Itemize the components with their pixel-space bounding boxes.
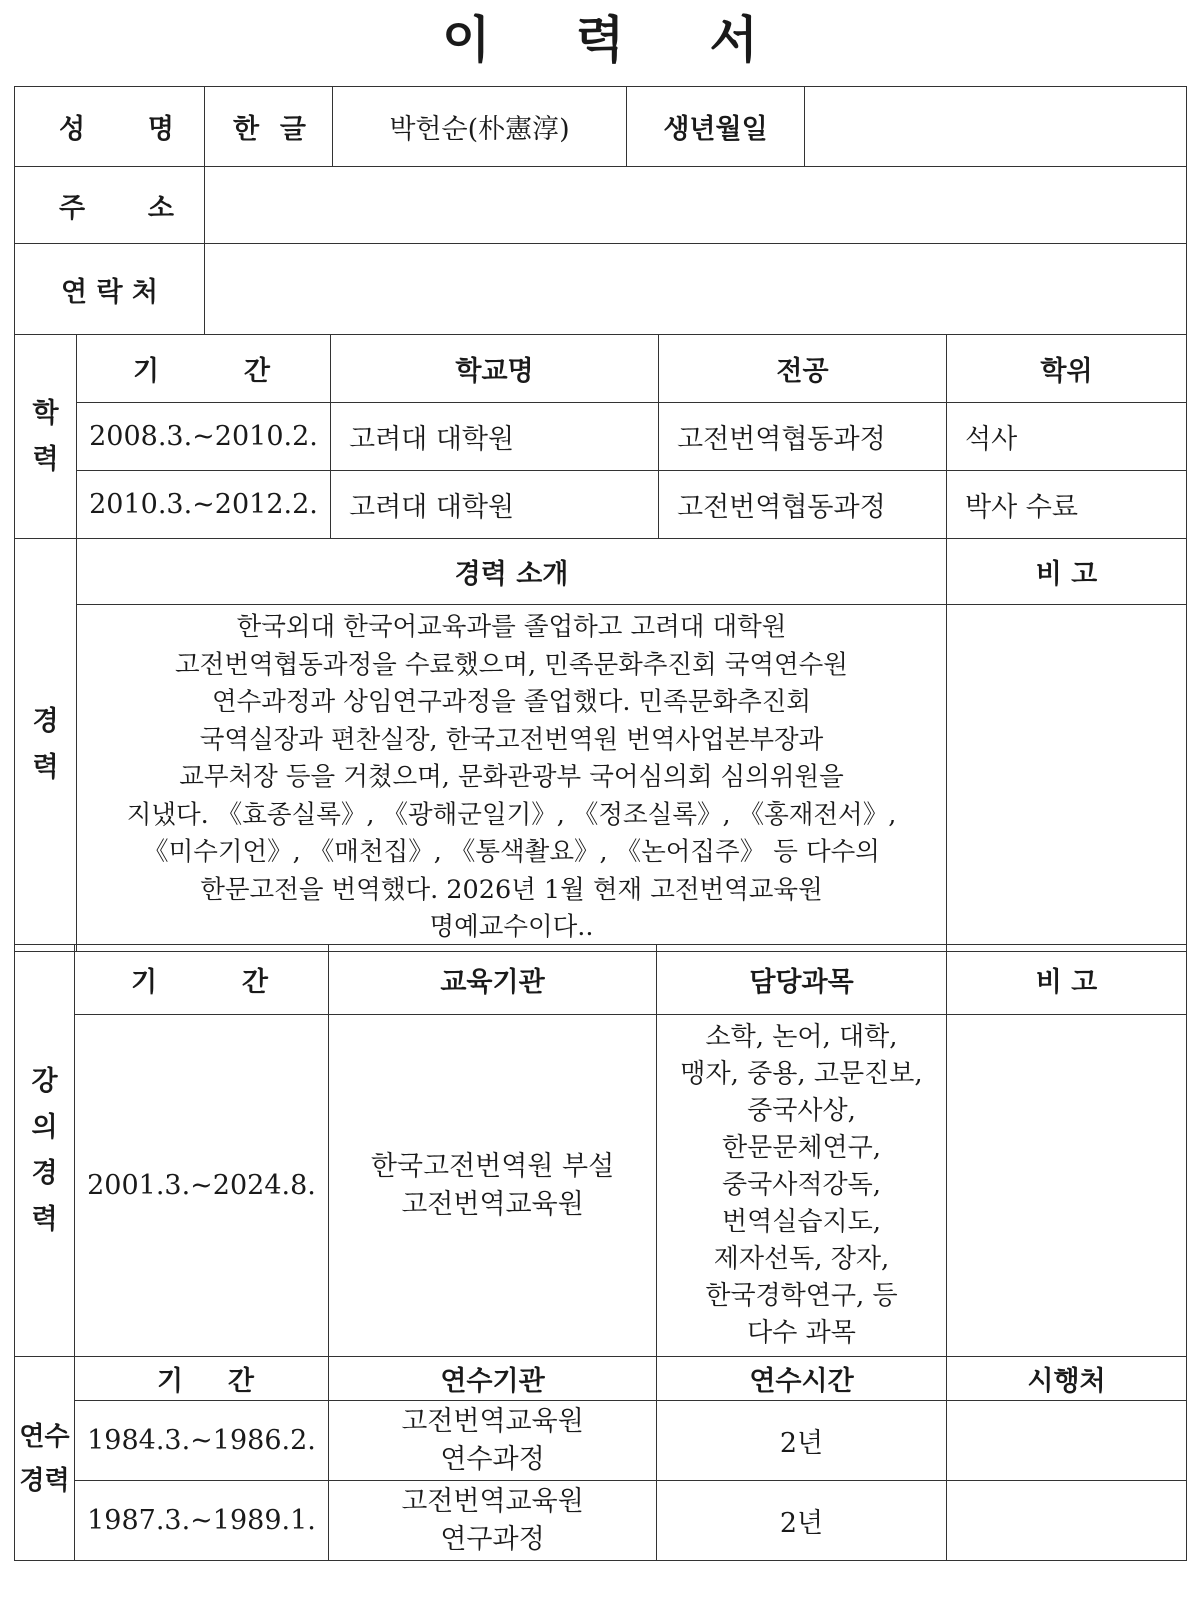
career-remarks-value (947, 605, 1187, 952)
contact-value (205, 244, 1187, 335)
lecture-period-header: 기 간 (75, 945, 329, 1015)
education-degree-header: 학위 (947, 335, 1187, 403)
training-period: 1984.3.~1986.2. (75, 1401, 329, 1481)
training-place-header: 시행처 (947, 1357, 1187, 1401)
career-intro-header: 경력 소개 (77, 539, 947, 605)
education-school: 고려대 대학원 (331, 471, 659, 539)
training-period-header: 기 간 (75, 1357, 329, 1401)
hangul-label: 한 글 (205, 87, 333, 167)
career-remarks-header: 비 고 (947, 539, 1187, 605)
education-table (14, 334, 1187, 539)
training-hours: 2년 (657, 1481, 947, 1561)
training-row (15, 1481, 1187, 1561)
education-degree: 석사 (947, 403, 1187, 471)
career-intro-text: 한국외대 한국어교육과를 졸업하고 고려대 대학원 고전번역협동과정을 수료했으며, 민족문화추진회 국역연수원 연수과정과 상임연구과정을 졸업했다. 민족문화추진회 국역실장과 편찬실장, 한국고전번역원 번역사업본부장과 교무처장 등을 거쳤으며, 문화관광부 국어심의회 심의위원을 지냈다. 《효종실록》, 《광해군일기》, 《정조실록》, 《홍재전서》, 《미수기언》, 《매천집》, 《통색촬요》, 《논어집주》 등 다수의 한문고전을 번역했다. 2026년 1월 현재 고전번역교육원 명예교수이다.. (77, 605, 947, 952)
personal-info-section (14, 86, 1186, 334)
lecture-row (15, 1015, 1187, 1357)
career-table (14, 538, 1187, 952)
education-school: 고려대 대학원 (331, 403, 659, 471)
lecture-period: 2001.3.~2024.8. (75, 1015, 329, 1357)
training-label: 연수 경력 (15, 1357, 75, 1561)
training-section (14, 1356, 1186, 1560)
lecture-subjects: 소학, 논어, 대학, 맹자, 중용, 고문진보, 중국사상, 한문문체연구, 중국사적강독, 번역실습지도, 제자선독, 장자, 한국경학연구, 등 다수 과목 (657, 1015, 947, 1357)
training-place (947, 1401, 1187, 1481)
birth-label: 생년월일 (627, 87, 805, 167)
career-section (14, 538, 1186, 944)
name-label: 성 명 (15, 87, 205, 167)
training-period: 1987.3.~1989.1. (75, 1481, 329, 1561)
education-period: 2008.3.~2010.2. (77, 403, 331, 471)
lecture-remarks-header: 비 고 (947, 945, 1187, 1015)
lecture-subjects-header: 담당과목 (657, 945, 947, 1015)
lecture-institution-header: 교육기관 (329, 945, 657, 1015)
training-hours: 2년 (657, 1401, 947, 1481)
name-value: 박헌순(朴憲淳) (333, 87, 627, 167)
education-row (15, 471, 1187, 539)
lecture-label: 강 의 경 력 (15, 945, 75, 1357)
education-degree: 박사 수료 (947, 471, 1187, 539)
career-label: 경 력 (15, 539, 77, 952)
lecture-remarks (947, 1015, 1187, 1357)
education-school-header: 학교명 (331, 335, 659, 403)
education-major: 고전번역협동과정 (659, 471, 947, 539)
training-place (947, 1481, 1187, 1561)
lecture-section (14, 944, 1186, 1356)
birth-value (805, 87, 1187, 167)
lecture-institution: 한국고전번역원 부설 고전번역교육원 (329, 1015, 657, 1357)
education-period: 2010.3.~2012.2. (77, 471, 331, 539)
education-major: 고전번역협동과정 (659, 403, 947, 471)
training-institution-header: 연수기관 (329, 1357, 657, 1401)
training-hours-header: 연수시간 (657, 1357, 947, 1401)
personal-info-table (14, 86, 1187, 335)
training-institution: 고전번역교육원 연구과정 (329, 1481, 657, 1561)
address-label: 주 소 (15, 167, 205, 244)
education-label: 학 력 (15, 335, 77, 539)
training-row (15, 1401, 1187, 1481)
education-period-header: 기 간 (77, 335, 331, 403)
page-title: 이 력 서 (442, 11, 792, 69)
training-table (14, 1356, 1187, 1561)
address-value (205, 167, 1187, 244)
education-section (14, 334, 1186, 538)
education-major-header: 전공 (659, 335, 947, 403)
lecture-table (14, 944, 1187, 1357)
contact-label: 연 락 처 (15, 244, 205, 335)
training-institution: 고전번역교육원 연수과정 (329, 1401, 657, 1481)
education-row (15, 403, 1187, 471)
